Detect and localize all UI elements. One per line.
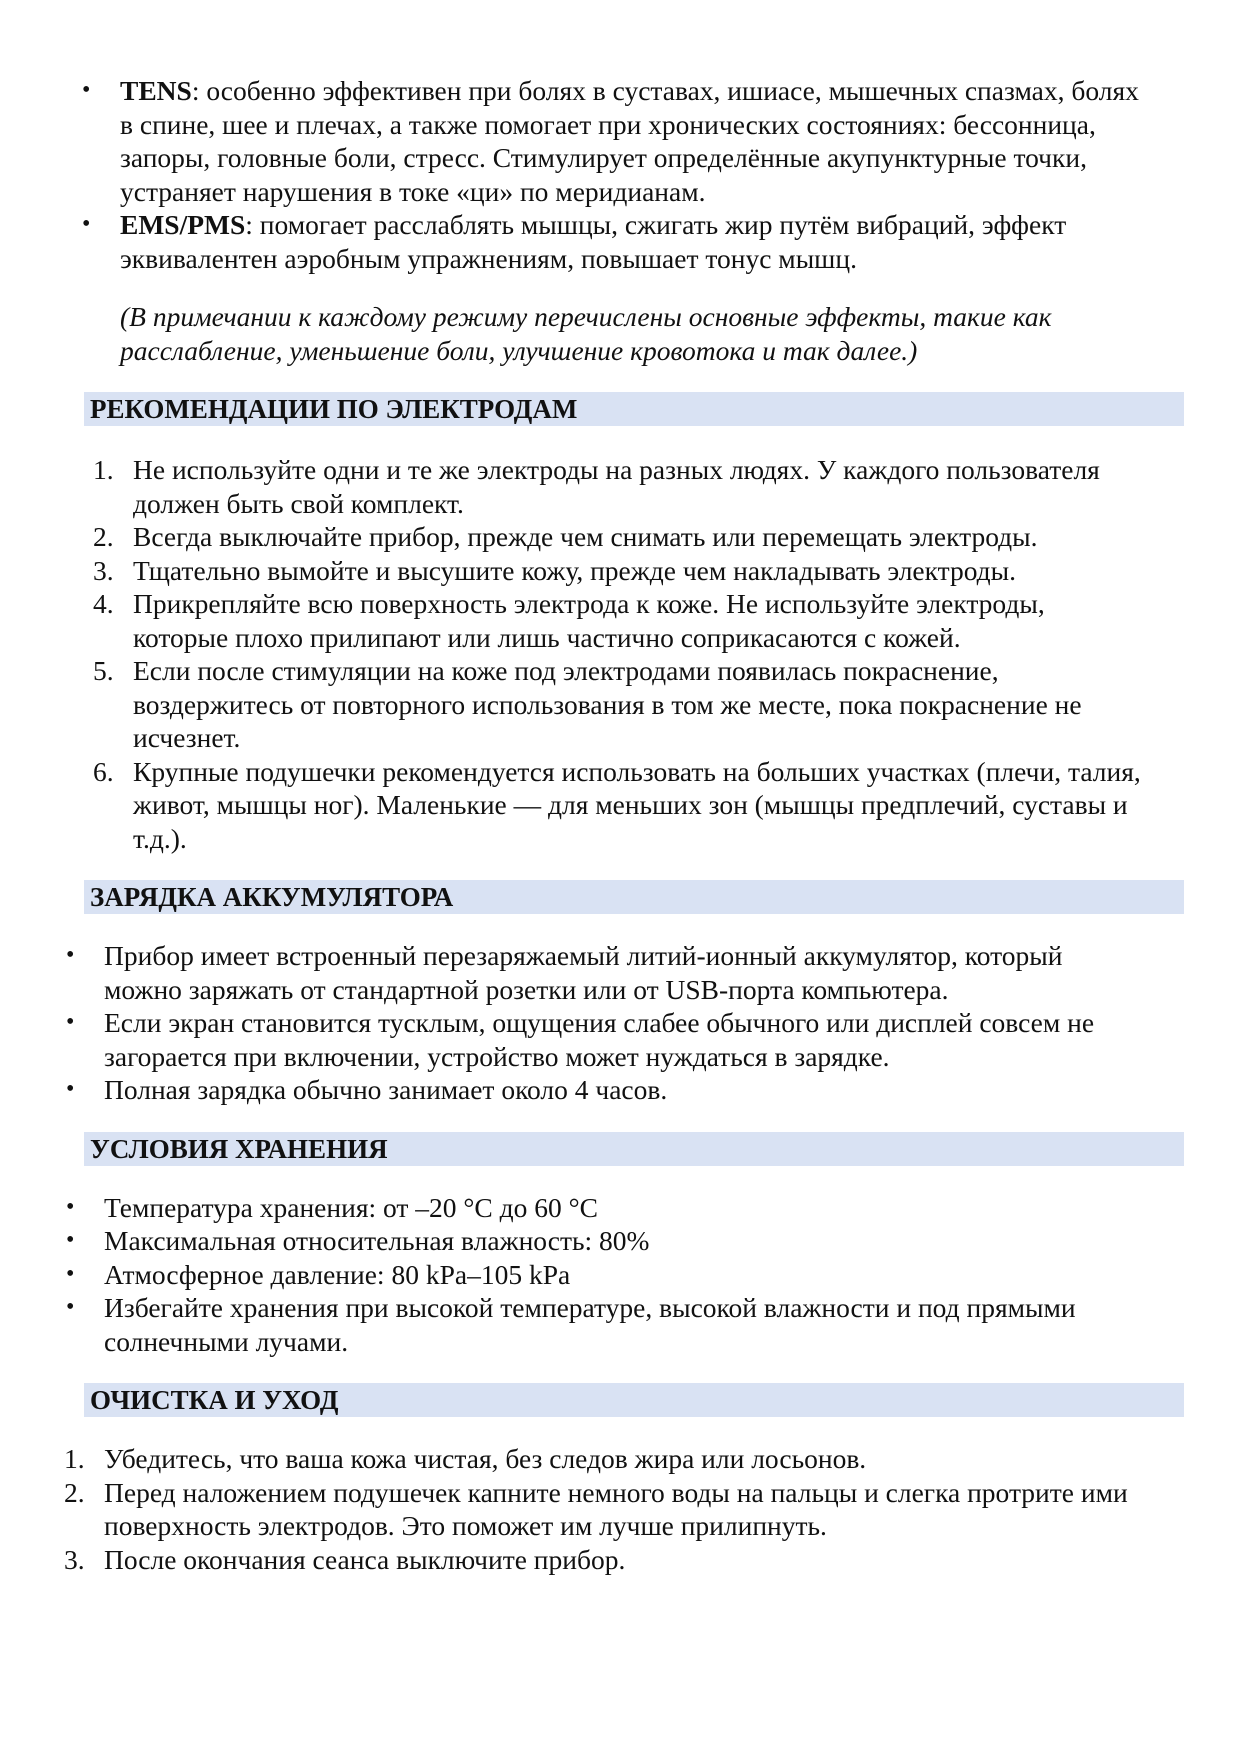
bullet-icon: •	[66, 1009, 75, 1035]
list-item	[66, 1073, 1144, 1107]
list-item-text: Максимальная относительная влажность: 80%	[104, 1225, 650, 1256]
list-number: 5.	[93, 655, 114, 686]
mode-description: : помогает расслаблять мышцы, сжигать жир путём вибраций, эффект эквивалентен аэробным упражнениям, повышает тонус мышц.	[120, 209, 1067, 274]
bullet-icon: •	[82, 211, 91, 237]
storage-section	[0, 1132, 1240, 1359]
list-item	[93, 520, 1143, 554]
modes-list	[0, 74, 1140, 275]
list-item-text: После окончания сеанса выключите прибор.	[104, 1543, 626, 1575]
list-item-text: Прибор имеет встроенный перезаряжаемый литий-ионный аккумулятор, который можно заряжать от стандартной розетки или от USB-порта компьютера.	[104, 940, 1063, 1005]
bullet-icon: •	[66, 1076, 75, 1102]
list-number: 1.	[64, 1443, 85, 1474]
list-item-text: Атмосферное давление: 80 kPa–105 kPa	[104, 1258, 571, 1290]
list-item	[66, 1291, 1144, 1358]
list-item	[82, 208, 1140, 275]
list-item	[93, 755, 1143, 856]
cleaning-list	[0, 1442, 1144, 1576]
list-item	[93, 587, 1143, 654]
bullet-icon: •	[66, 942, 75, 968]
list-item-text: Всегда выключайте прибор, прежде чем снимать или перемещать электроды.	[133, 521, 1038, 552]
list-item-text: Температура хранения: от –20 °C до 60 °C	[104, 1191, 598, 1223]
list-item	[93, 554, 1143, 588]
list-number: 1.	[93, 454, 114, 485]
section-heading: УСЛОВИЯ ХРАНЕНИЯ	[84, 1132, 1184, 1166]
electrodes-list	[0, 453, 1143, 855]
section-heading: РЕКОМЕНДАЦИИ ПО ЭЛЕКТРОДАМ	[84, 392, 1184, 426]
list-item	[66, 939, 1144, 1006]
list-item-text: Прикрепляйте всю поверхность электрода к коже. Не используйте электроды, которые плохо прилипают или лишь частично соприкасаются с кожей.	[133, 588, 1045, 653]
list-number: 2.	[64, 1476, 85, 1508]
bullet-icon: •	[82, 77, 91, 103]
list-item	[66, 1258, 1144, 1292]
list-number: 6.	[93, 755, 114, 787]
list-item	[64, 1543, 1144, 1577]
list-item	[66, 1006, 1144, 1073]
list-item	[64, 1476, 1144, 1543]
list-item-text: Избегайте хранения при высокой температуре, высокой влажности и под прямыми солнечными лучами.	[104, 1292, 1076, 1357]
list-item-text: Если экран становится тусклым, ощущения слабее обычного или дисплей совсем не загорается при включении, устройство может нуждаться в зарядке.	[104, 1007, 1095, 1072]
list-number: 3.	[64, 1543, 85, 1575]
list-item-text: Полная зарядка обычно занимает около 4 часов.	[104, 1074, 668, 1105]
list-item	[93, 453, 1143, 520]
electrodes-section	[0, 392, 1240, 855]
bullet-icon: •	[66, 1227, 75, 1253]
list-number: 4.	[93, 588, 114, 619]
list-item-text: Тщательно вымойте и высушите кожу, прежде чем накладывать электроды.	[133, 554, 1017, 586]
storage-list	[0, 1191, 1144, 1359]
list-item	[64, 1442, 1144, 1476]
section-heading: ОЧИСТКА И УХОД	[84, 1383, 1184, 1417]
charging-section	[0, 880, 1240, 1107]
list-item-text: Перед наложением подушечек капните немного воды на пальцы и слегка протрите ими поверхность электродов. Это поможет им лучше прилипнуть.	[104, 1476, 1128, 1541]
bullet-icon: •	[66, 1260, 75, 1287]
list-number: 3.	[93, 554, 114, 586]
list-item-text: Не используйте одни и те же электроды на разных людях. У каждого пользователя должен быть свой комплект.	[133, 454, 1100, 519]
bullet-icon: •	[66, 1294, 75, 1320]
list-item-text: Крупные подушечки рекомендуется использовать на больших участках (плечи, талия, живот, мышцы ног). Маленькие — для меньших зон (мышцы предплечий, суставы и т.д.).	[133, 755, 1141, 854]
list-item	[93, 654, 1143, 755]
section-heading: ЗАРЯДКА АККУМУЛЯТОРА	[84, 880, 1184, 914]
list-item-text: Если после стимуляции на коже под электродами появилась покраснение, воздержитесь от повторного использования в том же месте, пока покраснение не исчезнет.	[133, 655, 1082, 753]
modes-note: (В примечании к каждому режиму перечислены основные эффекты, такие как расслабление, уменьшение боли, улучшение кровотока и так далее.)	[120, 301, 1052, 366]
charging-list	[0, 939, 1144, 1107]
mode-term: TENS	[120, 75, 192, 106]
list-number: 2.	[93, 521, 114, 552]
bullet-icon: •	[66, 1193, 75, 1220]
list-item	[82, 74, 1140, 208]
list-item	[66, 1191, 1144, 1225]
cleaning-section	[0, 1383, 1240, 1576]
list-item-text: Убедитесь, что ваша кожа чистая, без следов жира или лосьонов.	[104, 1443, 867, 1474]
mode-description: : особенно эффективен при болях в суставах, ишиасе, мышечных спазмах, болях в спине, шее и плечах, а также помогает при хронических состояниях: бессонница, запоры, головные боли, стресс. Стимулирует определённые акупунктурные точки, устраняет нарушения в токе «ци» по меридианам.	[120, 75, 1139, 207]
mode-term: EMS/PMS	[120, 209, 246, 240]
list-item	[66, 1224, 1144, 1258]
